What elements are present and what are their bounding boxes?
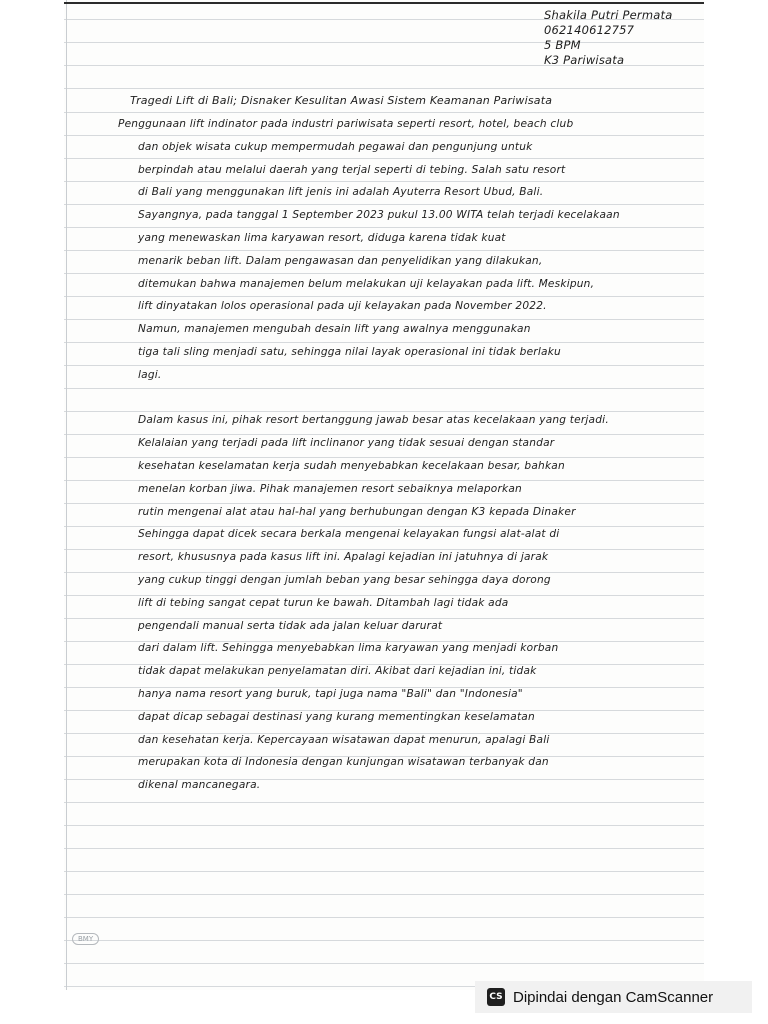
author-name: Shakila Putri Permata bbox=[544, 8, 673, 22]
paragraph-2-line: Dalam kasus ini, pihak resort bertanggung jawab besar atas kecelakaan yang terjadi. bbox=[138, 414, 609, 427]
paragraph-1-line: di Bali yang menggunakan lift jenis ini adalah Ayuterra Resort Ubud, Bali. bbox=[138, 186, 544, 199]
paragraph-2-line: Sehingga dapat dicek secara berkala mengenai kelayakan fungsi alat-alat di bbox=[138, 528, 560, 541]
paragraph-2-line: dari dalam lift. Sehingga menyebabkan lima karyawan yang menjadi korban bbox=[138, 642, 559, 655]
paragraph-1-line: Namun, manajemen mengubah desain lift yang awalnya menggunakan bbox=[138, 323, 531, 336]
paragraph-1-line: dan objek wisata cukup mempermudah pegawai dan pengunjung untuk bbox=[138, 140, 533, 153]
camscanner-text: Dipindai dengan CamScanner bbox=[513, 988, 714, 1006]
margin-line bbox=[66, 0, 67, 990]
course-name: K3 Pariwisata bbox=[544, 53, 625, 67]
paragraph-1-line: lift dinyatakan lolos operasional pada uji kelayakan pada November 2022. bbox=[138, 300, 547, 313]
paragraph-2-line: merupakan kota di Indonesia dengan kunjungan wisatawan terbanyak dan bbox=[138, 756, 549, 769]
paragraph-2-line: tidak dapat melakukan penyelamatan diri. Akibat dari kejadian ini, tidak bbox=[138, 665, 537, 678]
paragraph-2-line: menelan korban jiwa. Pihak manajemen resort sebaiknya melaporkan bbox=[138, 482, 522, 495]
essay-title: Tragedi Lift di Bali; Disnaker Kesulitan Awasi Sistem Keamanan Pariwisata bbox=[130, 94, 553, 107]
paragraph-2-line: dapat dicap sebagai destinasi yang kurang mementingkan keselamatan bbox=[138, 710, 535, 723]
student-id: 062140612757 bbox=[544, 23, 635, 37]
notebook-brand-stamp: BMY bbox=[72, 933, 99, 945]
essay-body bbox=[118, 113, 704, 797]
paragraph-1-line: menarik beban lift. Dalam pengawasan dan penyelidikan yang dilakukan, bbox=[138, 254, 543, 267]
author-header bbox=[544, 8, 672, 68]
class-name: 5 BPM bbox=[544, 38, 581, 52]
paragraph-2-line: dan kesehatan kerja. Kepercayaan wisatawan dapat menurun, apalagi Bali bbox=[138, 733, 550, 746]
top-rule bbox=[64, 2, 704, 4]
paragraph-1-line: Sayangnya, pada tanggal 1 September 2023 pukul 13.00 WITA telah terjadi kecelakaan bbox=[138, 209, 620, 222]
paragraph-2-line: pengendali manual serta tidak ada jalan keluar darurat bbox=[138, 619, 443, 632]
paragraph-1-line: Penggunaan lift indinator pada industri pariwisata seperti resort, hotel, beach club bbox=[118, 118, 574, 130]
paragraph-1-line: berpindah atau melalui daerah yang terjal seperti di tebing. Salah satu resort bbox=[138, 163, 566, 176]
notebook-page bbox=[64, 0, 704, 990]
paragraph-2-line: dikenal mancanegara. bbox=[138, 779, 261, 792]
paragraph-2-line: yang cukup tinggi dengan jumlah beban yang besar sehingga daya dorong bbox=[138, 573, 551, 586]
paragraph-1-line: yang menewaskan lima karyawan resort, diduga karena tidak kuat bbox=[138, 231, 506, 244]
camscanner-watermark bbox=[475, 981, 752, 1013]
paragraph-2-line: resort, khususnya pada kasus lift ini. Apalagi kejadian ini jatuhnya di jarak bbox=[138, 551, 549, 564]
paragraph-2-line: Kelalaian yang terjadi pada lift inclinanor yang tidak sesuai dengan standar bbox=[138, 437, 555, 450]
paragraph-1-line: ditemukan bahwa manajemen belum melakukan uji kelayakan pada lift. Meskipun, bbox=[138, 277, 595, 290]
paragraph-gap bbox=[138, 387, 704, 410]
paragraph-1-line: tiga tali sling menjadi satu, sehingga nilai layak operasional ini tidak berlaku bbox=[138, 345, 561, 358]
paragraph-2-line: hanya nama resort yang buruk, tapi juga nama "Bali" dan "Indonesia" bbox=[138, 687, 523, 700]
paragraph-2-line: lift di tebing sangat cepat turun ke bawah. Ditambah lagi tidak ada bbox=[138, 596, 509, 609]
paragraph-1-line: lagi. bbox=[138, 368, 162, 381]
paragraph-2-line: kesehatan keselamatan kerja sudah menyebabkan kecelakaan besar, bahkan bbox=[138, 459, 565, 472]
camscanner-icon: CS bbox=[487, 988, 505, 1006]
paragraph-2-line: rutin mengenai alat atau hal-hal yang berhubungan dengan K3 kepada Dinaker bbox=[138, 505, 576, 518]
